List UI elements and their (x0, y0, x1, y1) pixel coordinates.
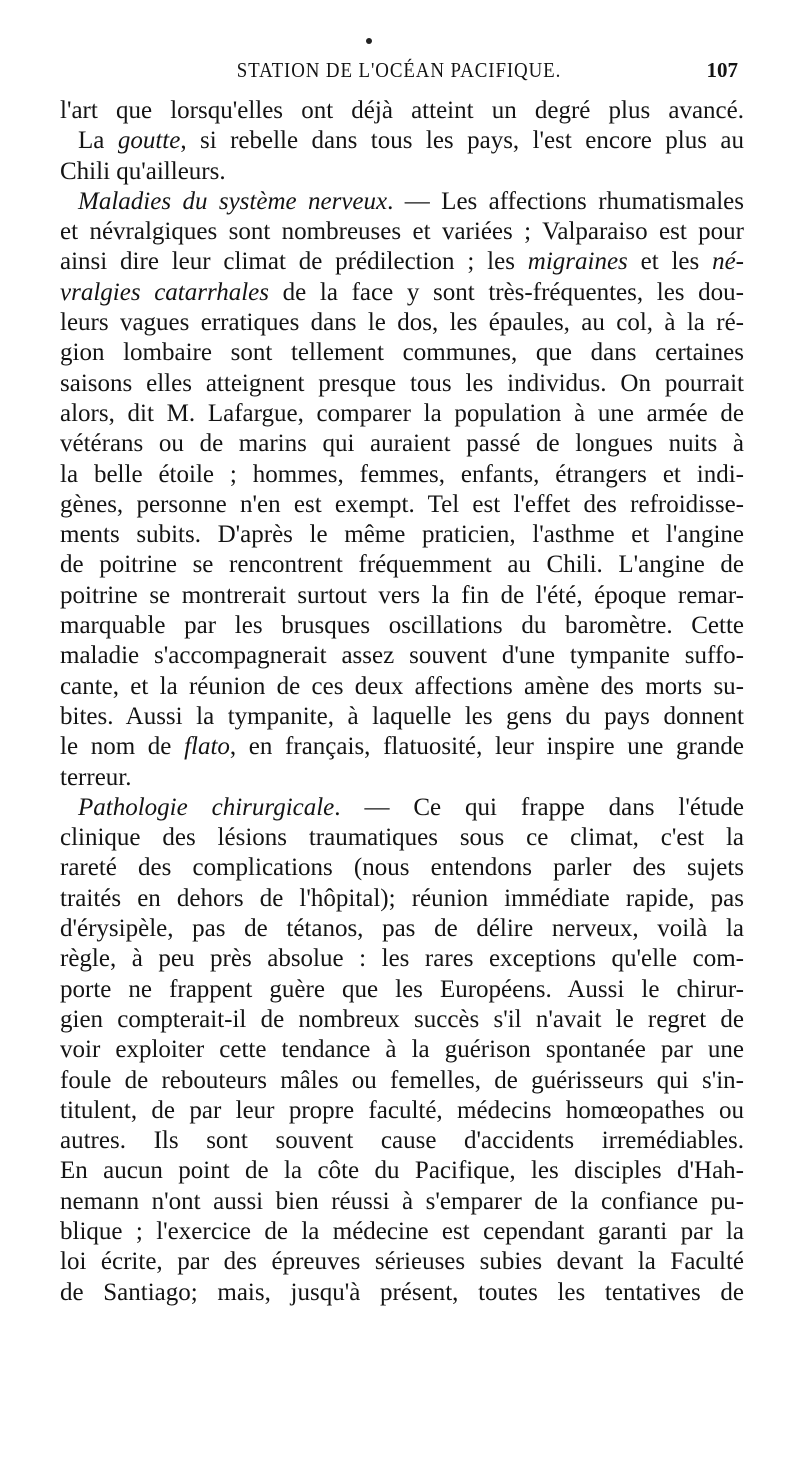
italic-text: Pathologie chirurgicale (78, 793, 335, 821)
page-number: 107 (706, 58, 738, 82)
text-line: l'art que lorsqu'elles ont déjà atteint un degré plus avancé. (60, 97, 744, 124)
text-line: gion lombaire sont tellement communes, que dans certaines (60, 339, 744, 367)
text-line: leurs vagues erratiques dans le dos, les épaules, au col, à la ré- (60, 309, 744, 337)
text-line (60, 126, 744, 156)
text-line: rareté des complications (nous entendons parler des sujets (60, 854, 744, 882)
text-line: maladie s'accompagnerait assez souvent d'une tympanite suffo- (60, 642, 744, 670)
text-segment: et les (627, 248, 713, 276)
text-line: autres. Ils sont souvent cause d'accidents irremédiables. (60, 1127, 744, 1155)
text-line: bites. Aussi la tympanite, à laquelle les gens du pays donnent (60, 702, 744, 730)
text-line: porte ne frappent guère que les Européens. Aussi le chirur- (60, 975, 744, 1003)
text-line: Chili qu'ailleurs. (60, 157, 226, 185)
italic-text: goutte (117, 127, 181, 155)
body-text (60, 96, 744, 1308)
italic-text: Maladies du système nerveux (78, 187, 388, 215)
text-line: marquable par les brusques oscillations du baromètre. Cette (60, 612, 744, 640)
text-line: blique ; l'exercice de la médecine est cependant garanti par la (60, 1217, 744, 1245)
text-line: vétérans ou de marins qui auraient passé de longues nuits à (60, 430, 744, 458)
text-line: saisons elles atteignent presque tous les individus. On pourrait (60, 369, 744, 397)
text-line (60, 732, 744, 762)
text-line: terreur. (60, 763, 132, 791)
text-segment: . — Ce qui frappe dans l'étude (334, 793, 744, 821)
text-line: voir exploiter cette tendance à la guérison spontanée par une (60, 1036, 744, 1064)
text-line: foule de rebouteurs mâles ou femelles, de guérisseurs qui s'in- (60, 1066, 744, 1094)
text-line: gien compterait-il de nombreux succès s'il n'avait le regret de (60, 1005, 744, 1033)
text-segment: La (78, 127, 118, 155)
text-segment: le nom de (60, 733, 185, 761)
text-segment: , si rebelle dans tous les pays, l'est encore plus au (180, 127, 744, 155)
text-line: nemann n'ont aussi bien réussi à s'emparer de la confiance pu- (60, 1187, 744, 1215)
text-line (60, 793, 744, 823)
text-line: gènes, personne n'en est exempt. Tel est l'effet des refroidisse- (60, 490, 744, 518)
text-line (60, 247, 744, 277)
text-line: ments subits. D'après le même praticien, l'asthme et l'angine (60, 521, 744, 549)
italic-text: flato (184, 733, 230, 761)
page-header (60, 58, 738, 92)
italic-text: migraines (527, 248, 628, 276)
text-line: d'érysipèle, pas de tétanos, pas de délire nerveux, voilà la (60, 915, 744, 943)
text-line: poitrine se montrerait surtout vers la fin de l'été, époque remar- (60, 581, 744, 609)
text-line: alors, dit M. Lafargue, comparer la population à une armée de (60, 399, 744, 427)
text-segment: , en français, flatuosité, leur inspire une grande (229, 733, 745, 761)
text-line (60, 187, 744, 217)
text-segment: de la face y sont très-fréquentes, les dou- (269, 278, 744, 306)
text-line: clinique des lésions traumatiques sous ce climat, c'est la (60, 824, 744, 852)
running-title: STATION DE L'OCÉAN PACIFIQUE. (236, 58, 562, 82)
text-line: de Santiago; mais, jusqu'à présent, toutes les tentatives de (60, 1278, 744, 1306)
text-line: traités en dehors de l'hôpital); réunion immédiate rapide, pas (60, 884, 744, 912)
text-segment: . — Les affections rhumatismales (387, 187, 744, 215)
text-line: règle, à peu près absolue : les rares exceptions qu'elle com- (60, 945, 744, 973)
text-line: titulent, de par leur propre faculté, médecins homœopathes ou (60, 1096, 744, 1124)
text-line: de poitrine se rencontrent fréquemment au Chili. L'angine de (60, 551, 744, 579)
text-line: et névralgiques sont nombreuses et variées ; Valparaiso est pour (60, 218, 744, 246)
ink-dot (366, 38, 372, 44)
text-line: la belle étoile ; hommes, femmes, enfants, étrangers et indi- (60, 460, 744, 488)
text-line: cante, et la réunion de ces deux affections amène des morts su- (60, 672, 744, 700)
italic-text: né- (712, 248, 744, 276)
text-line: loi écrite, par des épreuves sérieuses subies devant la Faculté (60, 1248, 744, 1276)
italic-text: vralgies catarrhales (60, 278, 270, 306)
text-line (60, 278, 744, 308)
text-segment: ainsi dire leur climat de prédilection ; les (60, 248, 528, 276)
text-line: En aucun point de la côte du Pacifique, les disciples d'Hah- (60, 1157, 744, 1185)
